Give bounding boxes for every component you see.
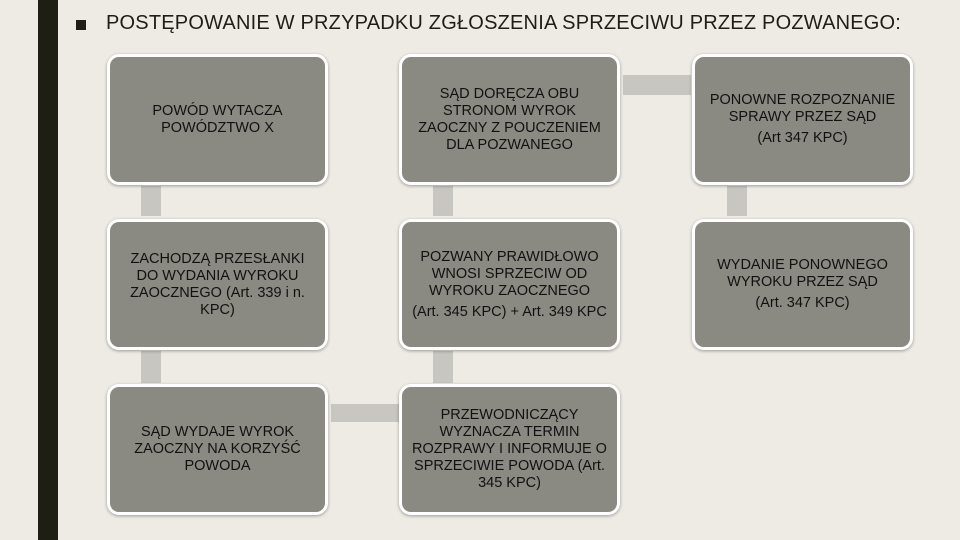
connector-b5-b4	[433, 186, 453, 216]
left-accent-bar	[38, 0, 58, 540]
connector-b1-b2	[141, 186, 161, 216]
title-bullet-icon	[76, 20, 86, 30]
step-text: POZWANY PRAWIDŁOWO WNOSI SPRZECIW OD WYROKU ZAOCZNEGO	[420, 248, 599, 299]
step-box-pozwany-wnosi-sprzeciw	[399, 219, 620, 350]
step-text: POWÓD WYTACZA POWÓDZTWO X	[152, 102, 283, 136]
connector-b4-b7	[623, 75, 691, 95]
connector-b6-b5	[433, 351, 453, 383]
step-legal-reference: (Art. 345 KPC) + Art. 349 KPC	[412, 303, 607, 320]
step-text: PONOWNE ROZPOZNANIE SPRAWY PRZEZ SĄD	[709, 92, 896, 125]
connector-b2-b3	[141, 351, 161, 383]
connector-b7-b8	[727, 186, 747, 216]
step-text: SĄD WYDAJE WYROK ZAOCZNY NA KORZYŚĆ POWODA	[134, 424, 301, 474]
step-text: ZACHODZĄ PRZESŁANKI DO WYDANIA WYROKU ZAOCZNEGO (Art. 339 i n. KPC)	[130, 250, 305, 318]
slide-title: POSTĘPOWANIE W PRZYPADKU ZGŁOSZENIA SPRZECIWU PRZEZ POZWANEGO:	[106, 12, 902, 34]
step-box-przeslanki-wyroku-zaocznego	[107, 219, 328, 350]
step-box-wydanie-ponownego-wyroku	[692, 219, 913, 350]
step-box-ponowne-rozpoznanie	[692, 54, 913, 185]
step-box-sad-dorecza-wyrok	[399, 54, 620, 185]
step-legal-reference: (Art 347 KPC)	[757, 130, 848, 146]
connector-b3-b6	[331, 404, 399, 422]
step-text: PRZEWODNICZĄCY WYZNACZA TERMIN ROZPRAWY I INFORMUJE O SPRZECIWIE POWODA (Art. 345 KPC)	[412, 407, 607, 491]
step-box-sad-wydaje-wyrok-zaoczny	[107, 384, 328, 515]
step-legal-reference: (Art. 347 KPC)	[755, 295, 850, 311]
step-text: WYDANIE PONOWNEGO WYROKU PRZEZ SĄD	[717, 257, 888, 290]
step-box-powod-wytacza-powodztwo	[107, 54, 328, 185]
step-text: SĄD DORĘCZA OBU STRONOM WYROK ZAOCZNY Z POUCZENIEM DLA POZWANEGO	[418, 85, 601, 153]
step-box-przewodniczacy-wyznacza-termin	[399, 384, 620, 515]
